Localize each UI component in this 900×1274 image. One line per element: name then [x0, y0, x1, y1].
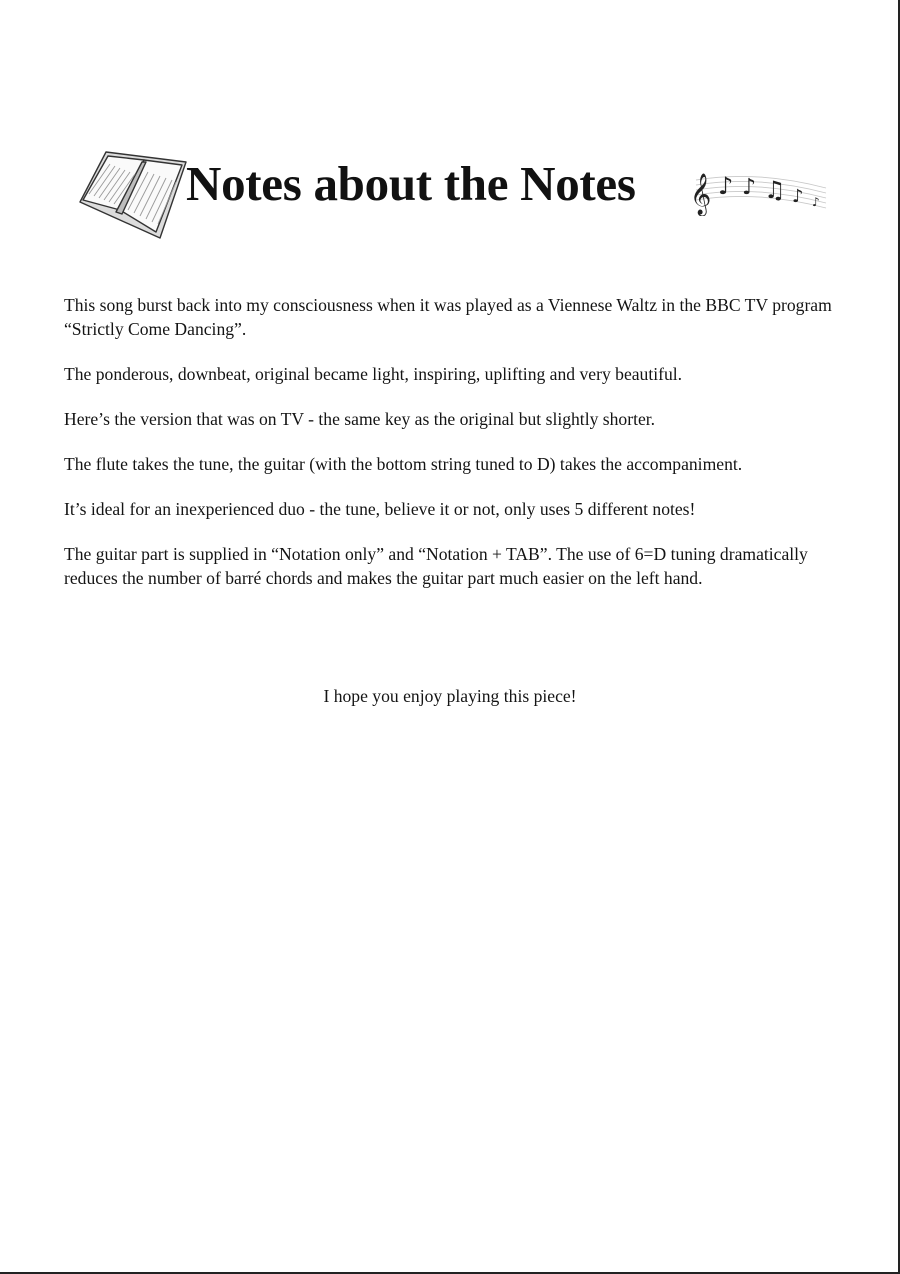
page-header	[76, 150, 836, 245]
paragraph-5: It’s ideal for an inexperienced duo - the tune, believe it or not, only uses 5 different notes!	[64, 499, 696, 519]
paragraph-1: This song burst back into my consciousness when it was played as a Viennese Waltz in the BBC TV program “Strictly Come Dancing”.	[64, 295, 832, 339]
svg-text:♪: ♪	[812, 195, 820, 209]
svg-text:♪: ♪	[742, 175, 757, 200]
page-title: Notes about the Notes	[186, 156, 636, 211]
svg-text:♫: ♫	[764, 176, 786, 204]
svg-text:𝄞: 𝄞	[690, 174, 712, 215]
closing-line: I hope you enjoy playing this piece!	[323, 686, 577, 706]
svg-text:♪: ♪	[718, 172, 734, 200]
open-book-icon	[76, 150, 188, 242]
paragraph-3: Here’s the version that was on TV - the same key as the original but slightly shorter.	[64, 409, 656, 429]
paragraph-6: The guitar part is supplied in “Notation only” and “Notation + TAB”. The use of 6=D tuning dramatically reduces the number of barré chords and makes the guitar part much easier on the left hand.	[64, 544, 808, 588]
notes-body	[64, 293, 836, 611]
paragraph-4: The flute takes the tune, the guitar (with the bottom string tuned to D) takes the accompaniment.	[64, 454, 743, 474]
music-notes-icon	[688, 158, 828, 216]
svg-text:♪: ♪	[792, 186, 804, 207]
paragraph-2: The ponderous, downbeat, original became light, inspiring, uplifting and very beautiful.	[64, 364, 683, 384]
